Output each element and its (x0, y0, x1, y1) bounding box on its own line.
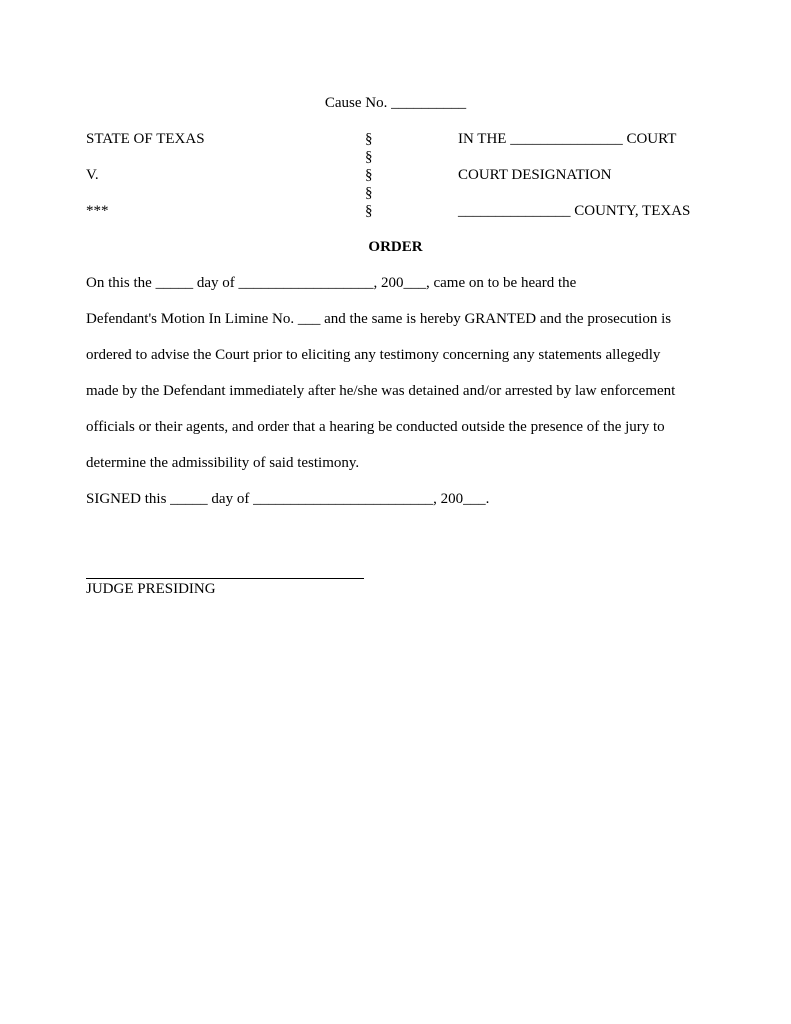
order-body-line: On this the _____ day of __________________, 200___, came on to be heard the (86, 275, 577, 291)
signature-rule (86, 578, 364, 579)
section-symbol: § (365, 203, 373, 219)
court-designation: COURT DESIGNATION (458, 167, 612, 183)
section-symbol: § (365, 131, 373, 147)
party-plaintiff: STATE OF TEXAS (86, 131, 205, 147)
section-symbol: § (365, 185, 373, 201)
cause-number: Cause No. __________ (324, 95, 467, 111)
order-body-line: Defendant's Motion In Limine No. ___ and the same is hereby GRANTED and the prosecution is (86, 311, 672, 327)
party-defendant: *** (86, 203, 109, 219)
court-line: IN THE _______________ COURT (458, 131, 677, 147)
judge-presiding-label: JUDGE PRESIDING (86, 581, 216, 597)
signed-line: SIGNED this _____ day of ________________________, 200___. (86, 491, 490, 507)
section-symbol: § (365, 149, 373, 165)
versus-label: V. (86, 167, 99, 183)
order-title: ORDER (368, 239, 423, 255)
county-line: _______________ COUNTY, TEXAS (458, 203, 691, 219)
section-symbol: § (365, 167, 373, 183)
order-body-line: made by the Defendant immediately after he/she was detained and/or arrested by law enforcement (86, 383, 676, 399)
order-body-line: officials or their agents, and order that a hearing be conducted outside the presence of the jury to (86, 419, 665, 435)
order-body-line: ordered to advise the Court prior to eliciting any testimony concerning any statements allegedly (86, 347, 661, 363)
order-body-line: determine the admissibility of said testimony. (86, 455, 360, 471)
